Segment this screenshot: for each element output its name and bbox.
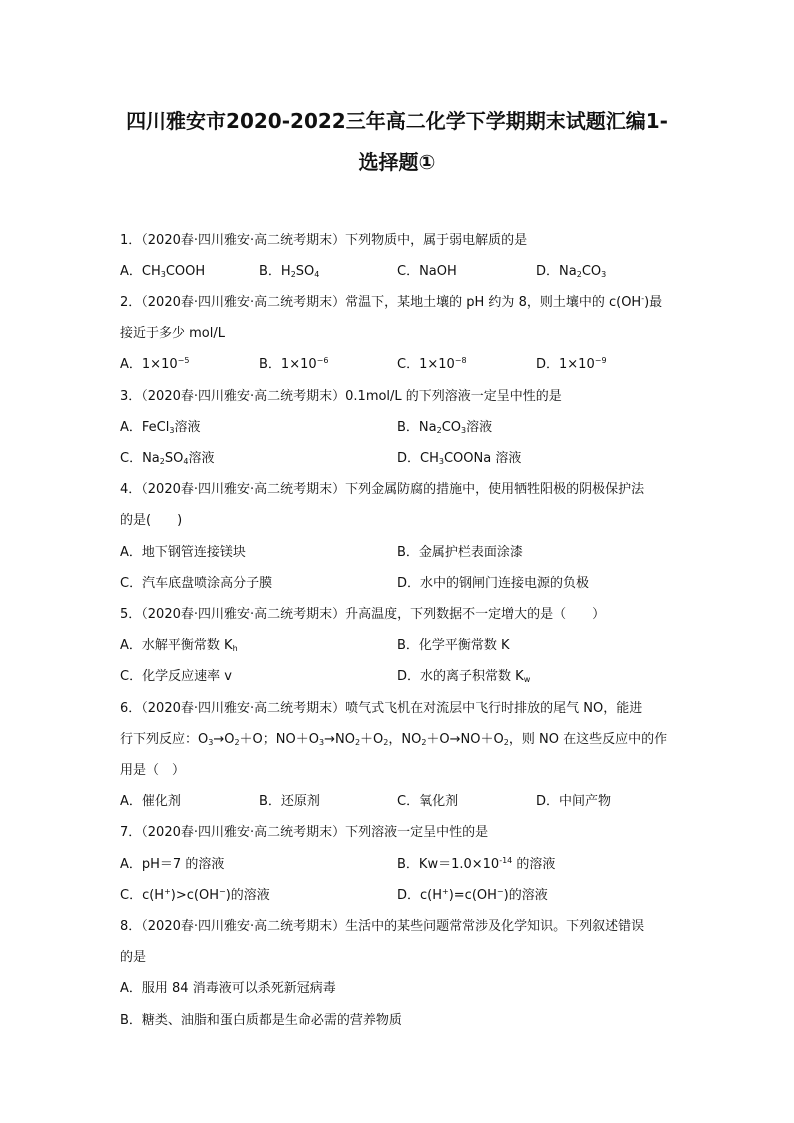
q7-option-c: C．c(H+)>c(OH−)的溶液 [120, 887, 270, 903]
q5-option-c: C．化学反应速率 v [120, 669, 232, 684]
q5-option-d: D．水的离子积常数 $K_w$ [397, 669, 531, 684]
q6-option-a: A．催化剂 [120, 794, 181, 809]
q7-option-a: A．pH＝7 的溶液 [120, 857, 225, 872]
question-7: 7．（2020春·四川雅安·高二统考期末）下列溶液一定呈中性的是 [120, 825, 489, 840]
q1-option-d: D．$Na_2CO_3$ [536, 264, 607, 279]
q6-option-d: D．中间产物 [536, 794, 612, 809]
q2-option-a: A．$1\times 10^{-5}$ [120, 356, 190, 372]
question-3: 3．（2020春·四川雅安·高二统考期末）0.1mol/L 的下列溶液一定呈中性的是 [120, 389, 562, 404]
q2-option-b: B．$1\times 10^{-6}$ [259, 356, 329, 372]
document-title-line-2: 选择题① [358, 150, 436, 174]
question-6-cont: 行下列反应：$O_3\to O_2+O$；$NO+O_3\to NO_2+O_2$，$NO_2+O\to NO+O_2$，则 NO 在这些反应中的作 [120, 732, 668, 747]
question-source: （2020春·四川雅安·高二统考期末） [141, 233, 346, 248]
q5-option-a: A．水解平衡常数 $K_h$ [120, 638, 238, 653]
q6-option-b: B．还原剂 [259, 794, 320, 809]
question-1: 1．（2020春·四川雅安·高二统考期末）下列物质中，属于弱电解质的是 [120, 233, 528, 248]
q1-option-c: C．NaOH [397, 264, 457, 279]
document-title-line-1: 四川雅安市2020-2022三年高二化学下学期期末试题汇编1- [126, 109, 668, 133]
q3-option-a: A．FeCl$_3$溶液 [120, 420, 201, 435]
q1-option-b: B．$H_2SO_4$ [259, 264, 320, 279]
q7-option-b: B．$Kw=1.0\times 10^{-14}$ 的溶液 [397, 856, 556, 872]
q6-option-c: C．氧化剂 [397, 794, 459, 809]
q4-option-a: A．地下钢管连接镁块 [120, 545, 246, 560]
q8-option-a: A．服用 84 消毒液可以杀死新冠病毒 [120, 981, 336, 996]
q4-option-d: D．水中的钢闸门连接电源的负极 [397, 576, 590, 591]
question-6-cont-2: 用是（ ） [120, 763, 186, 778]
question-2-cont: 接近于多少 mol/L [120, 326, 225, 341]
question-4: 4．（2020春·四川雅安·高二统考期末）下列金属防腐的措施中，使用牺牲阳极的阴极保护法 [120, 482, 645, 497]
q5-option-b: B．化学平衡常数 K [397, 638, 510, 653]
question-8: 8．（2020春·四川雅安·高二统考期末）生活中的某些问题常常涉及化学知识。下列叙述错误 [120, 919, 645, 934]
question-6: 6．（2020春·四川雅安·高二统考期末）喷气式飞机在对流层中飞行时排放的尾气 NO，能进 [120, 701, 643, 716]
q2-option-d: D．$1\times 10^{-9}$ [536, 356, 607, 372]
question-5: 5．（2020春·四川雅安·高二统考期末）升高温度，下列数据不一定增大的是（ ） [120, 607, 606, 622]
q3-option-b: B．$Na_2CO_3$溶液 [397, 420, 493, 435]
q1-option-a: A．$CH_3COOH$ [120, 264, 206, 279]
q8-option-b: B．糖类、油脂和蛋白质都是生命必需的营养物质 [120, 1013, 402, 1028]
question-4-cont: 的是( ) [120, 513, 183, 528]
q3-option-d: D．$CH_3COONa$ 溶液 [397, 451, 522, 466]
q4-option-c: C．汽车底盘喷涂高分子膜 [120, 576, 273, 591]
q4-option-b: B．金属护栏表面涂漆 [397, 545, 523, 560]
q3-option-c: C．$Na_2SO_4$溶液 [120, 451, 215, 466]
question-8-cont: 的是 [120, 950, 147, 965]
question-2: 2．（2020春·四川雅安·高二统考期末）常温下，某地土壤的 pH 约为 8，则土壤中的 c(OH-)最 [120, 294, 663, 310]
q7-option-d: D．c(H+)=c(OH−)的溶液 [397, 887, 548, 903]
q2-option-c: C．$1\times 10^{-8}$ [397, 356, 467, 372]
